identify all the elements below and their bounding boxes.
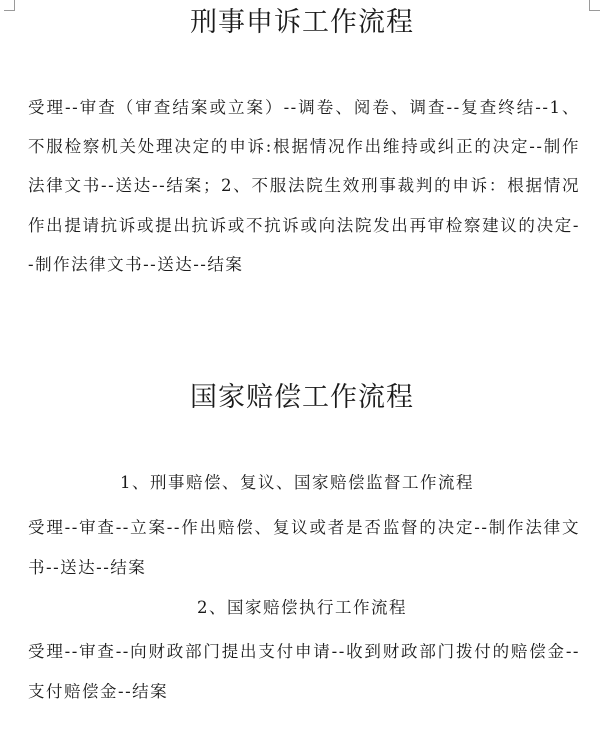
criminal-appeal-procedure-text: 受理--审查（审查结案或立案）--调卷、阅卷、调查--复查终结--1、不服检察机关处理决定的申诉:根据情况作出维持或纠正的决定--制作法律文书--送达--结案；2、不服法院生效刑事裁判的申诉：根据情况作出提请抗诉或提出抗诉或不抗诉或向法院发出再审检察建议的决定--制作法律文书--送达--结案	[28, 98, 580, 274]
section-title-state-compensation: 国家赔偿工作流程	[190, 382, 414, 413]
compensation-execution-procedure-text: 受理--审查--向财政部门提出支付申请--收到财政部门拨付的赔偿金--支付赔偿金--结案	[28, 642, 580, 701]
criminal-compensation-procedure-text: 受理--审查--立案--作出赔偿、复议或者是否监督的决定--制作法律文书--送达--结案	[28, 518, 580, 577]
subsection-heading-criminal-compensation: 1、刑事赔偿、复议、国家赔偿监督工作流程	[120, 473, 474, 492]
section-title-criminal-appeal: 刑事申诉工作流程	[190, 7, 414, 38]
subsection-heading-compensation-execution: 2、国家赔偿执行工作流程	[197, 598, 407, 617]
